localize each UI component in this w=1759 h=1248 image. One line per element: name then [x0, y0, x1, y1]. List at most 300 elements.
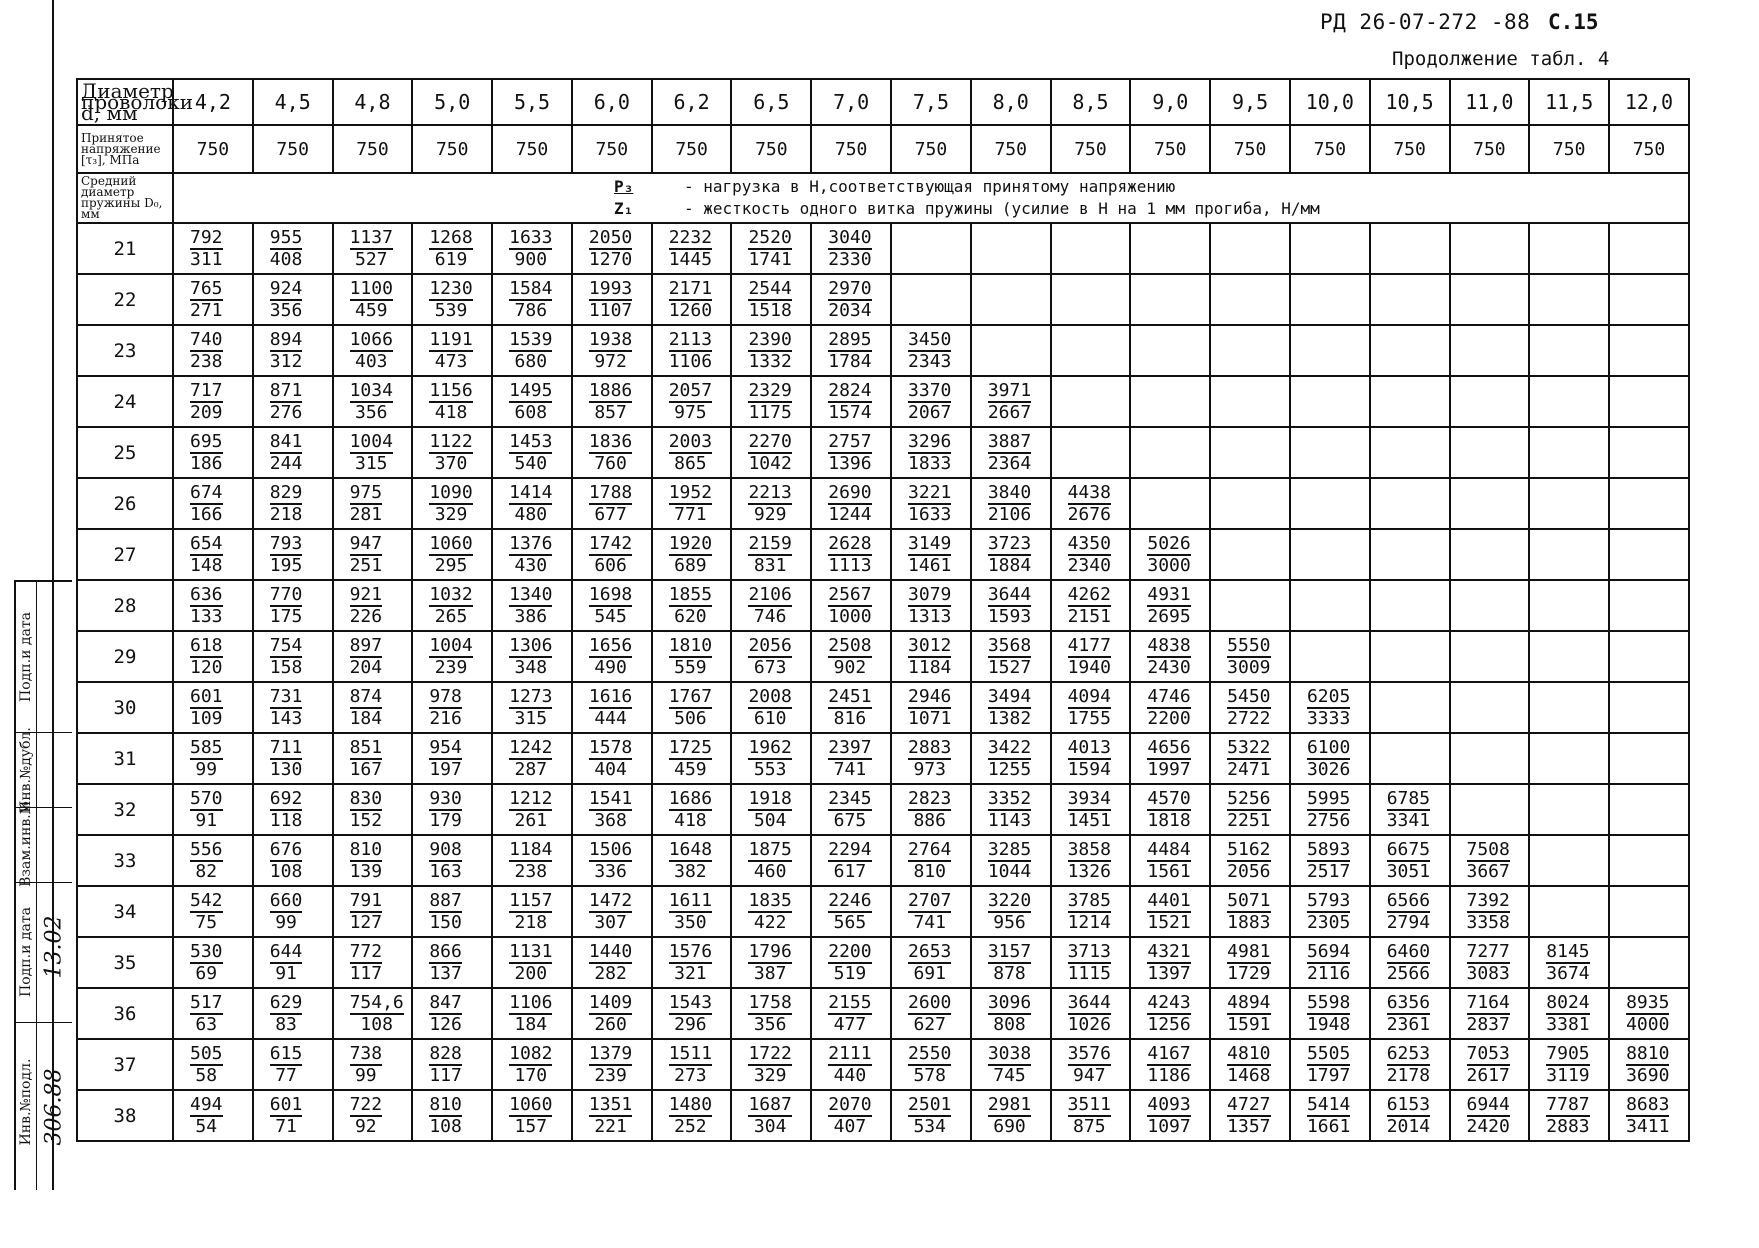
stiffness-value: 1594	[1067, 758, 1111, 780]
fraction	[906, 738, 953, 780]
fraction	[188, 891, 225, 933]
load-stiffness-cell	[1529, 529, 1609, 580]
stiffness-value: 1214	[1067, 911, 1111, 933]
stiffness-value: 1445	[668, 248, 713, 270]
load-value: 2970	[828, 277, 872, 299]
stiffness-value: 2430	[1147, 656, 1191, 678]
load-stiffness-cell	[253, 988, 333, 1039]
table-row	[77, 1039, 1689, 1090]
wire-diameter-cell: 11,5	[1529, 79, 1609, 125]
fraction	[1624, 1044, 1671, 1086]
fraction	[826, 687, 873, 729]
load-value: 924	[269, 277, 303, 299]
load-value: 2764	[908, 838, 952, 860]
stiffness-value: 975	[674, 401, 707, 423]
load-value: 955	[269, 226, 303, 248]
load-stiffness-cell	[731, 988, 811, 1039]
fraction	[667, 687, 714, 729]
load-value: 1633	[509, 226, 553, 248]
load-stiffness-cell	[891, 1039, 971, 1090]
load-value: 8683	[1626, 1093, 1670, 1115]
load-stiffness-cell	[412, 886, 492, 937]
stiffness-value: 404	[594, 758, 627, 780]
fraction	[1305, 1044, 1352, 1086]
fraction	[188, 381, 225, 423]
load-stiffness-cell	[173, 580, 253, 631]
fraction	[188, 1044, 225, 1086]
load-stiffness-cell	[572, 835, 652, 886]
fraction	[1225, 891, 1272, 933]
load-stiffness-cell	[173, 376, 253, 427]
stiffness-value: 972	[594, 350, 627, 372]
load-stiffness-cell	[253, 427, 333, 478]
load-value: 1440	[588, 940, 633, 962]
load-stiffness-cell	[1130, 733, 1210, 784]
fraction	[268, 840, 305, 882]
stress-cell: 750	[971, 125, 1051, 173]
stress-cell: 750	[811, 125, 891, 173]
fraction	[1305, 942, 1352, 984]
load-stiffness-cell	[811, 529, 891, 580]
stiffness-value: 108	[360, 1013, 393, 1035]
stiffness-value: 608	[514, 401, 548, 423]
stamp-field-sign-date-2: Подп.и дата	[18, 907, 34, 997]
fraction	[268, 942, 305, 984]
load-value: 1810	[668, 634, 713, 656]
fraction	[746, 636, 793, 678]
table-row	[77, 580, 1689, 631]
stiffness-value: 2676	[1067, 503, 1111, 525]
stiffness-value: 1521	[1147, 911, 1191, 933]
load-stiffness-cell	[1370, 1090, 1450, 1141]
stiffness-value: 2566	[1386, 962, 1431, 984]
fraction	[1145, 738, 1192, 780]
load-value: 3012	[908, 634, 952, 656]
stiffness-value: 92	[354, 1115, 377, 1137]
load-stiffness-cell	[1130, 478, 1210, 529]
stiffness-value: 75	[195, 911, 218, 933]
stiffness-value: 3358	[1466, 911, 1510, 933]
stiffness-value: 238	[514, 860, 548, 882]
load-stiffness-cell	[412, 733, 492, 784]
load-value: 530	[190, 940, 223, 962]
fraction	[587, 636, 634, 678]
stiffness-value: 63	[195, 1013, 218, 1035]
stiffness-value: 99	[195, 758, 218, 780]
stiffness-value: 118	[269, 809, 303, 831]
load-stiffness-cell	[1051, 274, 1131, 325]
stiffness-value: 677	[594, 503, 627, 525]
fraction	[746, 432, 793, 474]
load-stiffness-cell	[253, 886, 333, 937]
stiffness-value: 82	[195, 860, 218, 882]
load-stiffness-cell	[891, 784, 971, 835]
load-value: 792	[190, 226, 223, 248]
load-value: 897	[349, 634, 383, 656]
load-stiffness-cell	[412, 937, 492, 988]
load-stiffness-cell	[412, 478, 492, 529]
fraction	[1225, 840, 1272, 882]
table-row	[77, 274, 1689, 325]
fraction	[746, 1095, 793, 1137]
load-value: 1137	[349, 226, 393, 248]
fraction	[348, 840, 385, 882]
stiffness-value: 2067	[908, 401, 952, 423]
stiffness-value: 2722	[1227, 707, 1271, 729]
stiffness-value: 460	[753, 860, 787, 882]
table-row	[77, 835, 1689, 886]
load-value: 505	[190, 1042, 223, 1064]
fraction	[427, 1095, 464, 1137]
load-stiffness-cell	[492, 682, 572, 733]
stiffness-value: 130	[269, 758, 303, 780]
load-stiffness-cell	[173, 427, 253, 478]
load-value: 494	[190, 1093, 223, 1115]
load-stiffness-cell	[1210, 835, 1290, 886]
load-stiffness-cell	[731, 682, 811, 733]
fraction	[507, 891, 554, 933]
load-value: 731	[269, 685, 303, 707]
load-value: 1004	[429, 634, 473, 656]
load-stiffness-cell	[1210, 478, 1290, 529]
fraction	[667, 279, 714, 321]
load-value: 793	[269, 532, 303, 554]
load-stiffness-cell	[1370, 733, 1450, 784]
load-stiffness-cell	[652, 1039, 732, 1090]
load-stiffness-cell	[731, 529, 811, 580]
stiffness-value: 370	[434, 452, 468, 474]
load-value: 676	[269, 838, 303, 860]
fraction	[1066, 942, 1113, 984]
load-stiffness-cell	[1609, 1090, 1689, 1141]
load-value: 1686	[668, 787, 713, 809]
fraction	[667, 432, 714, 474]
load-stiffness-cell	[1290, 274, 1370, 325]
legend-p-symbol: P₃	[614, 177, 634, 196]
stiffness-value: 295	[434, 554, 468, 576]
load-stiffness-cell	[1450, 580, 1530, 631]
stiffness-value: 71	[275, 1115, 297, 1137]
load-value: 894	[269, 328, 303, 350]
fraction	[746, 483, 793, 525]
fraction	[1305, 840, 1352, 882]
fraction	[268, 993, 305, 1035]
table-row	[77, 631, 1689, 682]
stiffness-value: 619	[434, 248, 468, 270]
stiffness-value: 1591	[1227, 1013, 1271, 1035]
load-value: 1576	[668, 940, 713, 962]
load-stiffness-cell	[811, 325, 891, 376]
load-stiffness-cell	[1450, 1090, 1530, 1141]
load-stiffness-cell	[492, 784, 572, 835]
stiffness-value: 261	[514, 809, 548, 831]
stiffness-value: 386	[514, 605, 548, 627]
fraction	[667, 585, 714, 627]
load-value: 908	[429, 838, 462, 860]
stiffness-value: 606	[594, 554, 627, 576]
fraction	[1066, 534, 1113, 576]
load-value: 1060	[509, 1093, 553, 1115]
load-value: 2544	[748, 277, 792, 299]
load-stiffness-cell	[811, 835, 891, 886]
stiffness-value: 1940	[1067, 656, 1111, 678]
fraction	[268, 330, 305, 372]
fraction	[746, 534, 793, 576]
margin-stamp	[14, 580, 72, 1190]
fraction	[1066, 1044, 1113, 1086]
mean-diameter-cell: 21	[77, 223, 173, 274]
load-stiffness-cell	[891, 631, 971, 682]
load-stiffness-cell	[1290, 937, 1370, 988]
stiffness-value: 108	[429, 1115, 462, 1137]
load-stiffness-cell	[1370, 1039, 1450, 1090]
load-value: 1541	[588, 787, 633, 809]
stiffness-value: 2794	[1386, 911, 1431, 933]
load-stiffness-cell	[652, 631, 732, 682]
load-stiffness-cell	[253, 223, 333, 274]
load-stiffness-cell	[731, 937, 811, 988]
table-row	[77, 223, 1689, 274]
load-value: 8810	[1626, 1042, 1670, 1064]
load-value: 3644	[987, 583, 1032, 605]
stress-cell: 750	[1130, 125, 1210, 173]
fraction	[268, 432, 305, 474]
stiffness-value: 218	[514, 911, 548, 933]
mean-diameter-cell: 33	[77, 835, 173, 886]
load-stiffness-cell	[1529, 580, 1609, 631]
load-stiffness-cell	[1210, 733, 1290, 784]
stiffness-value: 216	[429, 707, 462, 729]
load-value: 3568	[987, 634, 1032, 656]
fraction	[188, 942, 225, 984]
load-stiffness-cell	[1210, 529, 1290, 580]
fraction	[746, 840, 793, 882]
load-stiffness-cell	[1529, 682, 1609, 733]
stiffness-value: 244	[269, 452, 303, 474]
table-row	[77, 376, 1689, 427]
load-stiffness-cell	[811, 274, 891, 325]
stiffness-value: 329	[434, 503, 468, 525]
stiffness-value: 539	[434, 299, 468, 321]
load-stiffness-cell	[173, 733, 253, 784]
stiffness-value: 1244	[828, 503, 872, 525]
stiffness-value: 878	[993, 962, 1026, 984]
wire-diameter-cell: 8,5	[1051, 79, 1131, 125]
mean-diameter-cell: 29	[77, 631, 173, 682]
stiffness-value: 1186	[1147, 1064, 1191, 1086]
fraction	[507, 636, 554, 678]
load-value: 1758	[748, 991, 792, 1013]
fraction	[746, 687, 793, 729]
stiffness-value: 2305	[1306, 911, 1351, 933]
fraction	[667, 381, 714, 423]
stiffness-value: 1143	[987, 809, 1032, 831]
wire-diameter-cell: 9,5	[1210, 79, 1290, 125]
load-stiffness-cell	[253, 835, 333, 886]
fraction	[1145, 942, 1192, 984]
load-stiffness-cell	[971, 223, 1051, 274]
load-value: 1268	[429, 226, 473, 248]
load-stiffness-cell	[1051, 427, 1131, 478]
load-stiffness-cell	[811, 631, 891, 682]
load-stiffness-cell	[1130, 580, 1210, 631]
load-value: 2171	[668, 277, 713, 299]
fraction	[507, 381, 554, 423]
stamp-handwritten-date: 13.02	[41, 915, 67, 979]
load-value: 2397	[828, 736, 872, 758]
wire-diameter-cell: 6,5	[731, 79, 811, 125]
load-value: 1543	[668, 991, 713, 1013]
load-value: 618	[190, 634, 223, 656]
fraction	[587, 585, 634, 627]
load-stiffness-cell	[731, 631, 811, 682]
stiffness-value: 239	[594, 1064, 627, 1086]
stress-cell: 750	[731, 125, 811, 173]
legend-cell	[173, 173, 1689, 223]
load-stiffness-cell	[572, 478, 652, 529]
load-value: 874	[349, 685, 383, 707]
stiffness-value: 58	[195, 1064, 218, 1086]
fraction	[268, 534, 305, 576]
stamp-handwritten-number: 306.88	[41, 1068, 67, 1146]
load-value: 615	[269, 1042, 303, 1064]
load-stiffness-cell	[1450, 274, 1530, 325]
load-stiffness-cell	[1051, 325, 1131, 376]
load-stiffness-cell	[731, 835, 811, 886]
load-value: 1835	[748, 889, 792, 911]
stiffness-value: 126	[429, 1013, 462, 1035]
stiffness-value: 3341	[1386, 809, 1431, 831]
load-value: 5598	[1306, 991, 1351, 1013]
wire-diameter-cell: 11,0	[1450, 79, 1530, 125]
load-stiffness-cell	[971, 274, 1051, 325]
stiffness-value: 271	[190, 299, 223, 321]
load-stiffness-cell	[1290, 784, 1370, 835]
load-stiffness-cell	[572, 1090, 652, 1141]
fraction	[507, 432, 554, 474]
load-stiffness-cell	[1370, 580, 1450, 631]
fraction	[1544, 993, 1591, 1035]
load-stiffness-cell	[731, 733, 811, 784]
fraction	[1305, 789, 1352, 831]
fraction	[427, 738, 464, 780]
load-stiffness-cell	[1051, 478, 1131, 529]
load-value: 692	[269, 787, 303, 809]
fraction	[826, 789, 873, 831]
load-value: 4570	[1147, 787, 1191, 809]
load-value: 695	[190, 430, 223, 452]
load-stiffness-cell	[572, 682, 652, 733]
load-value: 3038	[987, 1042, 1032, 1064]
load-value: 1082	[509, 1042, 553, 1064]
fraction	[587, 840, 634, 882]
stiffness-value: 315	[514, 707, 548, 729]
load-stiffness-cell	[492, 529, 572, 580]
fraction	[348, 279, 395, 321]
table-row	[77, 682, 1689, 733]
load-stiffness-cell	[1051, 580, 1131, 631]
load-stiffness-cell	[492, 274, 572, 325]
load-stiffness-cell	[1450, 478, 1530, 529]
load-stiffness-cell	[333, 223, 413, 274]
stiffness-value: 276	[269, 401, 303, 423]
stress-cell: 750	[1609, 125, 1689, 173]
stress-cell: 750	[1370, 125, 1450, 173]
stiffness-value: 1313	[908, 605, 952, 627]
fraction	[986, 687, 1033, 729]
fraction	[986, 1044, 1033, 1086]
load-stiffness-cell	[1609, 478, 1689, 529]
load-value: 3713	[1067, 940, 1111, 962]
load-stiffness-cell	[731, 427, 811, 478]
fraction	[986, 636, 1033, 678]
fraction	[427, 432, 474, 474]
load-stiffness-cell	[971, 478, 1051, 529]
load-stiffness-cell	[811, 937, 891, 988]
stiffness-value: 1260	[668, 299, 713, 321]
stiffness-value: 578	[913, 1064, 946, 1086]
fraction	[906, 534, 953, 576]
stress-cell: 750	[891, 125, 971, 173]
fraction	[1385, 1095, 1432, 1137]
fraction	[746, 330, 793, 372]
stiffness-value: 195	[269, 554, 303, 576]
stiffness-value: 857	[594, 401, 627, 423]
fraction	[507, 942, 554, 984]
fraction	[348, 228, 395, 270]
fraction	[667, 228, 714, 270]
fraction	[1145, 585, 1192, 627]
fraction	[427, 483, 474, 525]
fraction	[906, 432, 953, 474]
load-value: 930	[429, 787, 462, 809]
load-value: 1836	[588, 430, 633, 452]
stamp-field-orig-inv: Инв.№подл.	[18, 1058, 34, 1146]
stiffness-value: 1784	[828, 350, 872, 372]
load-value: 1379	[588, 1042, 633, 1064]
fraction	[348, 891, 385, 933]
fraction	[587, 432, 634, 474]
load-value: 7164	[1466, 991, 1510, 1013]
load-value: 717	[190, 379, 223, 401]
mean-diameter-cell: 22	[77, 274, 173, 325]
fraction	[188, 585, 225, 627]
load-value: 6460	[1386, 940, 1431, 962]
load-value: 517	[190, 991, 223, 1013]
wire-diameter-cell: 10,0	[1290, 79, 1370, 125]
fraction	[906, 1044, 953, 1086]
load-stiffness-cell	[492, 988, 572, 1039]
load-value: 5893	[1306, 838, 1351, 860]
wire-diameter-cell: 10,5	[1370, 79, 1450, 125]
fraction	[667, 789, 714, 831]
load-value: 2653	[908, 940, 952, 962]
load-stiffness-cell	[173, 1039, 253, 1090]
load-value: 4243	[1147, 991, 1191, 1013]
load-value: 2003	[668, 430, 713, 452]
load-stiffness-cell	[652, 886, 732, 937]
fraction	[427, 840, 464, 882]
stiffness-value: 956	[993, 911, 1026, 933]
stiffness-value: 545	[594, 605, 627, 627]
load-stiffness-cell	[572, 529, 652, 580]
legend-z-text: - жесткость одного витка пружины (усилие в Н на 1 мм прогиба, Н/мм	[684, 199, 1320, 218]
load-stiffness-cell	[891, 376, 971, 427]
stiffness-value: 91	[275, 962, 297, 984]
load-value: 542	[190, 889, 223, 911]
stiffness-value: 1468	[1227, 1064, 1271, 1086]
load-value: 2451	[828, 685, 872, 707]
